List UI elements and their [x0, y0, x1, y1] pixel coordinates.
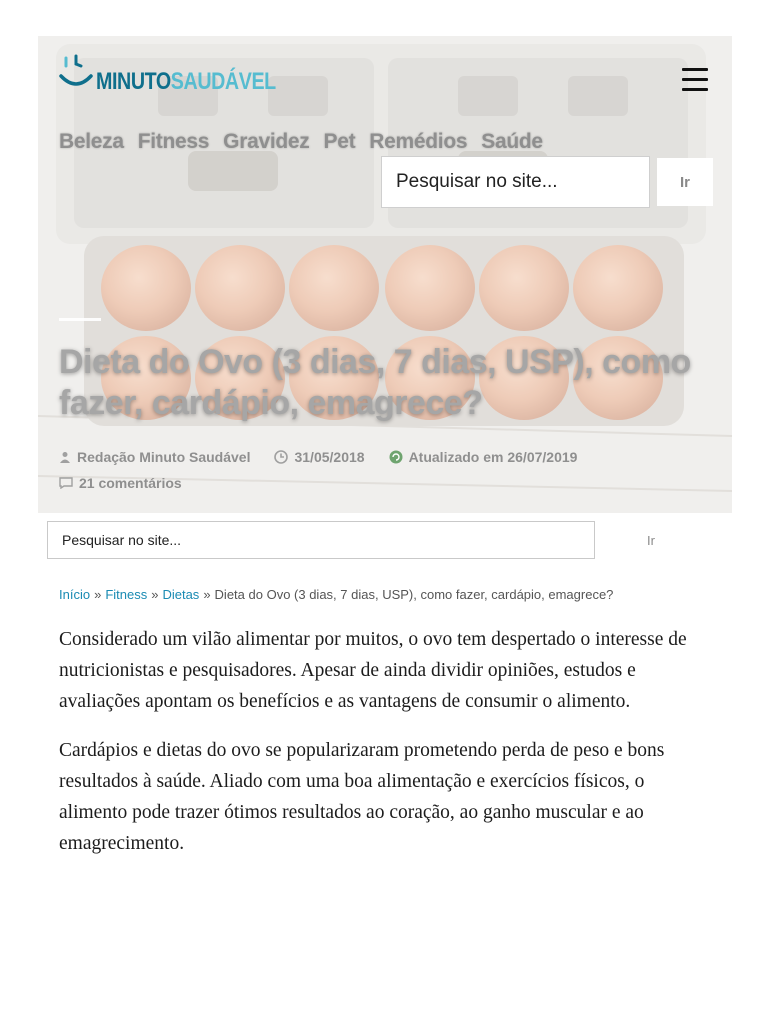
site-logo[interactable]: [58, 54, 315, 94]
logo-part-1: MINUTO: [96, 68, 171, 95]
meta-date: [274, 444, 364, 470]
meta-updated: [389, 444, 578, 470]
refresh-icon: [389, 450, 403, 464]
nav-item-beleza[interactable]: Beleza: [59, 130, 124, 153]
logo-text: [96, 70, 276, 94]
breadcrumb-fitness[interactable]: Fitness: [105, 587, 148, 602]
meta-author[interactable]: [59, 444, 250, 470]
breadcrumb: [59, 587, 613, 602]
header-search-input[interactable]: [381, 156, 650, 208]
breadcrumb-current: Dieta do Ovo (3 dias, 7 dias, USP), como fazer, cardápio, emagrece?: [214, 587, 614, 602]
category-nav: [59, 130, 543, 154]
page-search-input[interactable]: [47, 521, 595, 559]
hamburger-icon[interactable]: [682, 68, 708, 92]
breadcrumb-separator: »: [151, 587, 159, 602]
article-paragraph: Considerado um vilão alimentar por muitos, o ovo tem despertado o interesse de nutricionistas e pesquisadores. Apesar de ainda dividir opiniões, estudos e avaliações apontam os benefícios e as vantagens de consumir o alimento.: [59, 629, 687, 712]
meta-comments[interactable]: [59, 470, 182, 496]
page-search: [47, 521, 687, 559]
comment-icon: [59, 477, 73, 489]
user-icon: [59, 451, 71, 463]
smiley-clock-icon: [58, 54, 94, 94]
article-meta: [59, 444, 699, 496]
breadcrumb-dietas[interactable]: Dietas: [162, 587, 200, 602]
clock-icon: [274, 450, 288, 464]
article-body: [59, 624, 709, 877]
comment-count: 21 comentários: [79, 475, 182, 491]
article-title: Dieta do Ovo (3 dias, 7 dias, USP), como fazer, cardápio, emagrece?: [59, 343, 691, 422]
hero-banner: [38, 36, 732, 513]
logo-part-2: SAUDÁVEL: [170, 68, 276, 95]
nav-item-saude[interactable]: Saúde: [481, 130, 543, 153]
page-search-button[interactable]: Ir: [625, 525, 677, 555]
publish-date: 31/05/2018: [294, 449, 365, 465]
breadcrumb-inicio[interactable]: Início: [59, 587, 91, 602]
breadcrumb-separator: »: [203, 587, 211, 602]
updated-date: Atualizado em 26/07/2019: [408, 449, 578, 465]
author-name: Redação Minuto Saudável: [77, 449, 251, 465]
title-divider: [59, 318, 101, 321]
header-search-button[interactable]: Ir: [657, 158, 713, 206]
nav-item-remedios[interactable]: Remédios: [369, 130, 468, 153]
nav-item-fitness[interactable]: Fitness: [137, 130, 210, 153]
hero-overlay: [38, 36, 732, 513]
header-search: [381, 156, 711, 208]
article-paragraph: Cardápios e dietas do ovo se popularizaram prometendo perda de peso e bons resultados à saúde. Aliado com uma boa alimentação e exercícios físicos, o alimento pode trazer ótimos resultados ao coração, ao ganho muscular e ao emagrecimento.: [59, 740, 665, 854]
nav-item-gravidez[interactable]: Gravidez: [223, 130, 310, 153]
breadcrumb-separator: »: [94, 587, 102, 602]
nav-item-pet[interactable]: Pet: [323, 130, 356, 153]
